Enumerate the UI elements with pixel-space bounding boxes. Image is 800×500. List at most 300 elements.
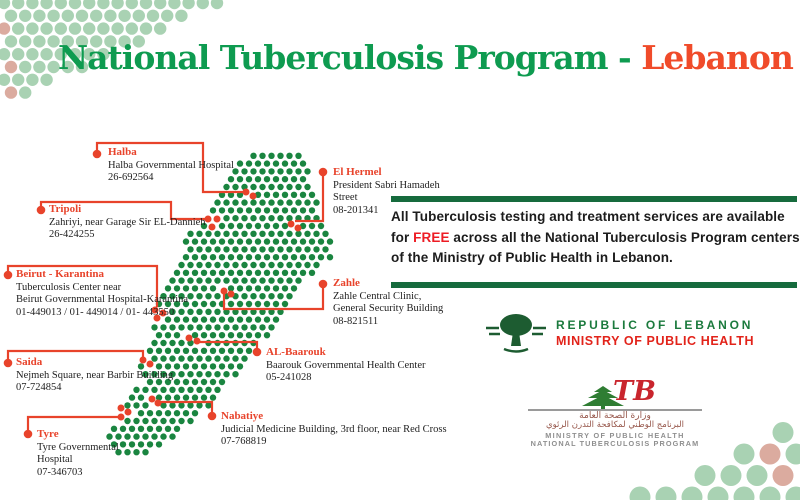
map-dot <box>259 293 265 299</box>
map-center-label <box>49 203 206 242</box>
map-dot <box>196 355 202 361</box>
map-dot <box>223 215 229 221</box>
map-dot <box>250 184 256 190</box>
map-dot <box>129 394 135 400</box>
map-dot <box>237 348 243 354</box>
center-address: Zahriyi, near Garage Sir EL-Dannieh <box>49 216 206 228</box>
map-dot <box>228 316 234 322</box>
map-dot <box>192 410 198 416</box>
callout-bullet <box>4 271 13 280</box>
decor-dot-top-left <box>0 48 10 60</box>
map-dot <box>196 387 202 393</box>
decor-dot-top-left <box>5 86 17 98</box>
map-dot <box>178 402 184 408</box>
map-dot <box>232 184 238 190</box>
map-dot <box>286 153 292 159</box>
map-dot <box>286 277 292 283</box>
map-dot <box>237 270 243 276</box>
map-dot <box>264 192 270 198</box>
map-dot <box>241 199 247 205</box>
map-dot <box>214 355 220 361</box>
map-dot <box>304 246 310 252</box>
map-dot <box>183 254 189 260</box>
map-dot <box>165 410 171 416</box>
map-dot <box>214 199 220 205</box>
decor-dot-top-left <box>12 22 24 34</box>
decor-dot-top-left <box>111 22 123 34</box>
center-phone: 01-449013 / 01- 449014 / 01- 443550 <box>16 306 175 318</box>
map-dot <box>223 262 229 268</box>
decor-dot-top-left <box>5 61 17 73</box>
decor-dot-bottom-right <box>773 422 794 443</box>
decor-dot-top-left <box>26 48 38 60</box>
map-dot <box>246 160 252 166</box>
map-dot <box>277 153 283 159</box>
map-dot <box>313 231 319 237</box>
map-dot <box>246 348 252 354</box>
center-address: Judicial Medicine Building, 3rd floor, near Red Cross <box>221 423 447 435</box>
map-dot <box>282 285 288 291</box>
map-dot <box>214 371 220 377</box>
map-dot <box>246 285 252 291</box>
map-dot <box>300 160 306 166</box>
free-highlight: FREE <box>413 229 450 245</box>
map-marker-dot <box>221 288 228 295</box>
map-dot <box>250 324 256 330</box>
info-text <box>391 207 800 269</box>
map-dot <box>205 324 211 330</box>
map-dot <box>192 363 198 369</box>
map-dot <box>300 176 306 182</box>
map-dot <box>187 355 193 361</box>
center-phone: 07-724854 <box>16 382 62 393</box>
map-dot <box>178 324 184 330</box>
map-dot <box>241 168 247 174</box>
map-dot <box>192 379 198 385</box>
info-line-2 <box>391 228 800 249</box>
map-dot <box>228 348 234 354</box>
map-dot <box>160 324 166 330</box>
info-line2-pre: for <box>391 229 414 245</box>
map-dot <box>241 231 247 237</box>
map-dot <box>201 394 207 400</box>
callout-connector <box>295 172 323 221</box>
map-marker-dot <box>118 414 125 421</box>
map-dot <box>282 254 288 260</box>
map-dot <box>178 340 184 346</box>
map-dot <box>273 270 279 276</box>
map-dot <box>124 418 130 424</box>
center-name: Saida <box>16 356 43 368</box>
ntp-arabic-line-2: البرنامج الوطني لمكافحة التدرن الرئوي <box>545 420 685 430</box>
map-dot <box>259 199 265 205</box>
map-dot <box>237 238 243 244</box>
map-dot <box>300 254 306 260</box>
center-address: Street <box>333 192 358 203</box>
center-phone: 26-692564 <box>108 172 154 183</box>
title-text-red: Lebanon <box>641 38 793 77</box>
map-dot <box>273 301 279 307</box>
map-dot <box>237 301 243 307</box>
ntp-logo <box>525 376 705 452</box>
map-dot <box>264 176 270 182</box>
map-dot <box>241 293 247 299</box>
decor-dot-bottom-right <box>734 487 755 500</box>
decor-dot-bottom-right <box>760 444 781 465</box>
map-dot <box>268 199 274 205</box>
center-address: Zahle Central Clinic, <box>333 290 422 302</box>
map-dot <box>160 340 166 346</box>
page-title <box>58 38 793 77</box>
map-dot <box>169 324 175 330</box>
moph-cedar-icon <box>484 312 548 354</box>
map-dot <box>219 207 225 213</box>
map-dot <box>228 301 234 307</box>
map-dot <box>219 316 225 322</box>
map-dot <box>201 316 207 322</box>
map-dot <box>277 277 283 283</box>
decor-dot-top-left <box>118 10 130 22</box>
map-dot <box>318 238 324 244</box>
map-dot <box>196 309 202 315</box>
decor-dot-top-left <box>147 10 159 22</box>
map-dot <box>174 363 180 369</box>
map-dot <box>120 441 126 447</box>
map-dot <box>268 262 274 268</box>
map-dot <box>232 371 238 377</box>
map-dot <box>295 231 301 237</box>
map-dot <box>169 402 175 408</box>
map-dot <box>142 433 148 439</box>
map-dot <box>156 441 162 447</box>
map-center-label <box>16 268 188 319</box>
map-dot <box>250 262 256 268</box>
map-dot <box>237 332 243 338</box>
map-dot <box>138 410 144 416</box>
map-dot <box>160 418 166 424</box>
callout-bullet <box>93 150 102 159</box>
map-dot <box>309 238 315 244</box>
map-dot <box>156 426 162 432</box>
map-dot <box>264 207 270 213</box>
decor-dot-top-left <box>154 0 166 9</box>
decor-dot-bottom-right <box>695 465 716 486</box>
decor-dot-bottom-right <box>760 487 781 500</box>
decor-dot-top-left <box>76 10 88 22</box>
map-dot <box>295 168 301 174</box>
map-dot <box>268 215 274 221</box>
map-dot <box>291 285 297 291</box>
map-dot <box>309 270 315 276</box>
decor-dot-top-left <box>175 10 187 22</box>
map-dot <box>183 394 189 400</box>
map-dot <box>201 379 207 385</box>
callout-bullet <box>208 412 217 421</box>
map-dot <box>291 160 297 166</box>
map-dot <box>295 262 301 268</box>
callout-bullet <box>253 348 262 357</box>
info-top-bar <box>391 196 797 202</box>
map-dot <box>232 246 238 252</box>
map-dot <box>304 231 310 237</box>
map-dot <box>205 246 211 252</box>
map-dot <box>273 160 279 166</box>
map-dot <box>286 168 292 174</box>
map-dot <box>291 207 297 213</box>
map-dot <box>313 246 319 252</box>
map-dot <box>255 316 261 322</box>
map-dot <box>192 332 198 338</box>
map-marker-dot <box>243 189 250 196</box>
map-dot <box>156 348 162 354</box>
map-dot <box>246 176 252 182</box>
map-dot <box>219 332 225 338</box>
center-address: Tyre Governmental <box>37 441 119 453</box>
map-dot <box>196 262 202 268</box>
decor-dot-top-left <box>90 10 102 22</box>
map-dot <box>223 324 229 330</box>
map-dot <box>291 270 297 276</box>
map-dot <box>282 207 288 213</box>
center-name: Tripoli <box>49 203 82 215</box>
map-marker-dot <box>250 193 257 200</box>
map-dot <box>246 207 252 213</box>
map-marker-dot <box>194 338 201 345</box>
map-marker-dot <box>125 409 132 416</box>
map-dot <box>192 301 198 307</box>
map-dot <box>282 192 288 198</box>
decor-dot-top-left <box>0 22 10 34</box>
map-dot <box>201 270 207 276</box>
map-dot <box>124 402 130 408</box>
map-dot <box>304 168 310 174</box>
map-dot <box>165 394 171 400</box>
decor-dot-top-left <box>168 0 180 9</box>
map-dot <box>246 301 252 307</box>
map-dot <box>309 207 315 213</box>
moph-republic-line: REPUBLIC OF LEBANON <box>556 318 754 332</box>
map-dot <box>219 254 225 260</box>
map-dot <box>268 277 274 283</box>
map-dot <box>210 379 216 385</box>
map-dot <box>304 262 310 268</box>
map-dot <box>232 277 238 283</box>
map-dot <box>282 176 288 182</box>
map-dot <box>246 223 252 229</box>
map-dot <box>255 285 261 291</box>
map-marker-dot <box>209 224 216 231</box>
map-dot <box>205 309 211 315</box>
map-dot <box>277 184 283 190</box>
map-dot <box>192 348 198 354</box>
decor-dot-top-left <box>83 22 95 34</box>
decor-dot-top-left <box>12 0 24 9</box>
title-text-green: National Tuberculosis Program - <box>58 38 642 77</box>
map-dot <box>219 379 225 385</box>
map-dot <box>282 223 288 229</box>
map-dot <box>241 262 247 268</box>
map-dot <box>205 387 211 393</box>
map-dot <box>250 215 256 221</box>
decor-dot-top-left <box>19 61 31 73</box>
map-dot <box>174 394 180 400</box>
map-dot <box>282 270 288 276</box>
map-dot <box>255 207 261 213</box>
decor-dot-top-left <box>47 10 59 22</box>
map-dot <box>250 246 256 252</box>
map-dot <box>286 246 292 252</box>
map-dot <box>210 285 216 291</box>
map-dot <box>124 433 130 439</box>
center-address: Hospital <box>37 454 73 465</box>
map-dot <box>169 340 175 346</box>
map-dot <box>138 426 144 432</box>
map-marker-dot <box>214 216 221 223</box>
map-dot <box>187 387 193 393</box>
decor-dot-top-left <box>33 10 45 22</box>
map-dot <box>147 348 153 354</box>
map-dot <box>264 238 270 244</box>
map-dot <box>205 293 211 299</box>
map-dot <box>183 348 189 354</box>
map-dot <box>223 371 229 377</box>
map-dot <box>205 371 211 377</box>
map-dot <box>309 223 315 229</box>
map-dot <box>228 238 234 244</box>
map-dot <box>214 277 220 283</box>
decor-dot-bottom-right <box>708 487 729 500</box>
map-dot <box>169 418 175 424</box>
map-dot <box>273 207 279 213</box>
map-dot <box>264 332 270 338</box>
map-dot <box>295 184 301 190</box>
map-dot <box>210 238 216 244</box>
map-dot <box>219 238 225 244</box>
ntp-arabic-line-1: وزارة الصحة العامة <box>579 411 651 421</box>
map-dot <box>151 433 157 439</box>
map-dot <box>223 246 229 252</box>
map-dot <box>237 363 243 369</box>
map-dot <box>205 277 211 283</box>
map-dot <box>142 449 148 455</box>
map-dot <box>124 449 130 455</box>
center-phone: 05-241028 <box>266 372 312 383</box>
map-dot <box>327 254 333 260</box>
map-dot <box>205 231 211 237</box>
map-dot <box>250 153 256 159</box>
map-dot <box>174 348 180 354</box>
map-dot <box>214 231 220 237</box>
center-address: General Security Building <box>333 303 444 314</box>
map-dot <box>169 433 175 439</box>
decor-dot-top-left <box>33 61 45 73</box>
map-dot <box>291 254 297 260</box>
map-dot <box>178 355 184 361</box>
map-dot <box>237 160 243 166</box>
map-dot <box>192 394 198 400</box>
map-dot <box>174 410 180 416</box>
map-dot <box>273 176 279 182</box>
decor-dot-top-left <box>26 74 38 86</box>
decor-dot-top-left <box>111 0 123 9</box>
decor-dot-top-left <box>104 10 116 22</box>
map-dot <box>133 449 139 455</box>
map-marker-dot <box>186 335 193 342</box>
decor-dot-top-left <box>26 0 38 9</box>
center-address: Tuberculosis Center near <box>16 281 122 293</box>
map-dot <box>201 301 207 307</box>
info-line-3: of the Ministry of Public Health in Lebanon. <box>391 250 673 265</box>
decor-dot-top-left <box>211 0 223 9</box>
map-dot <box>309 192 315 198</box>
map-dot <box>210 348 216 354</box>
map-dot <box>232 199 238 205</box>
map-dot <box>237 176 243 182</box>
map-dot <box>237 254 243 260</box>
map-dot <box>255 223 261 229</box>
decor-dot-top-left <box>55 0 67 9</box>
map-dot <box>268 153 274 159</box>
map-dot <box>250 199 256 205</box>
map-dot <box>255 254 261 260</box>
map-dot <box>201 332 207 338</box>
map-dot <box>165 332 171 338</box>
map-dot <box>228 332 234 338</box>
map-dot <box>201 254 207 260</box>
center-name: Nabatiye <box>221 410 264 422</box>
map-dot <box>178 387 184 393</box>
map-dot <box>246 332 252 338</box>
map-dot <box>210 207 216 213</box>
decor-dot-bottom-right <box>747 465 768 486</box>
decor-dot-top-left <box>26 22 38 34</box>
center-phone: 26-424255 <box>49 229 95 240</box>
map-dot <box>232 324 238 330</box>
decor-dot-top-left <box>97 0 109 9</box>
map-dot <box>223 184 229 190</box>
map-dot <box>259 153 265 159</box>
map-dot <box>223 355 229 361</box>
map-marker-dot <box>155 400 162 407</box>
map-dot <box>309 254 315 260</box>
center-name: Halba <box>108 146 137 158</box>
map-dot <box>210 332 216 338</box>
map-dot <box>214 246 220 252</box>
map-dot <box>192 254 198 260</box>
map-dot <box>322 246 328 252</box>
map-dot <box>273 316 279 322</box>
map-dot <box>187 371 193 377</box>
decor-dot-top-left <box>40 74 52 86</box>
map-dot <box>133 433 139 439</box>
map-dot <box>138 394 144 400</box>
decor-dot-top-left <box>0 0 10 9</box>
map-dot <box>300 207 306 213</box>
map-dot <box>219 348 225 354</box>
map-dot <box>286 293 292 299</box>
decor-dot-top-left <box>19 35 31 47</box>
map-dot <box>210 394 216 400</box>
decor-dot-top-left <box>19 10 31 22</box>
map-dot <box>264 160 270 166</box>
map-dot <box>318 254 324 260</box>
map-dot <box>250 168 256 174</box>
decor-dot-top-left <box>133 10 145 22</box>
decor-dot-top-left <box>5 35 17 47</box>
map-dot <box>282 301 288 307</box>
map-dot <box>300 238 306 244</box>
map-dot <box>291 192 297 198</box>
